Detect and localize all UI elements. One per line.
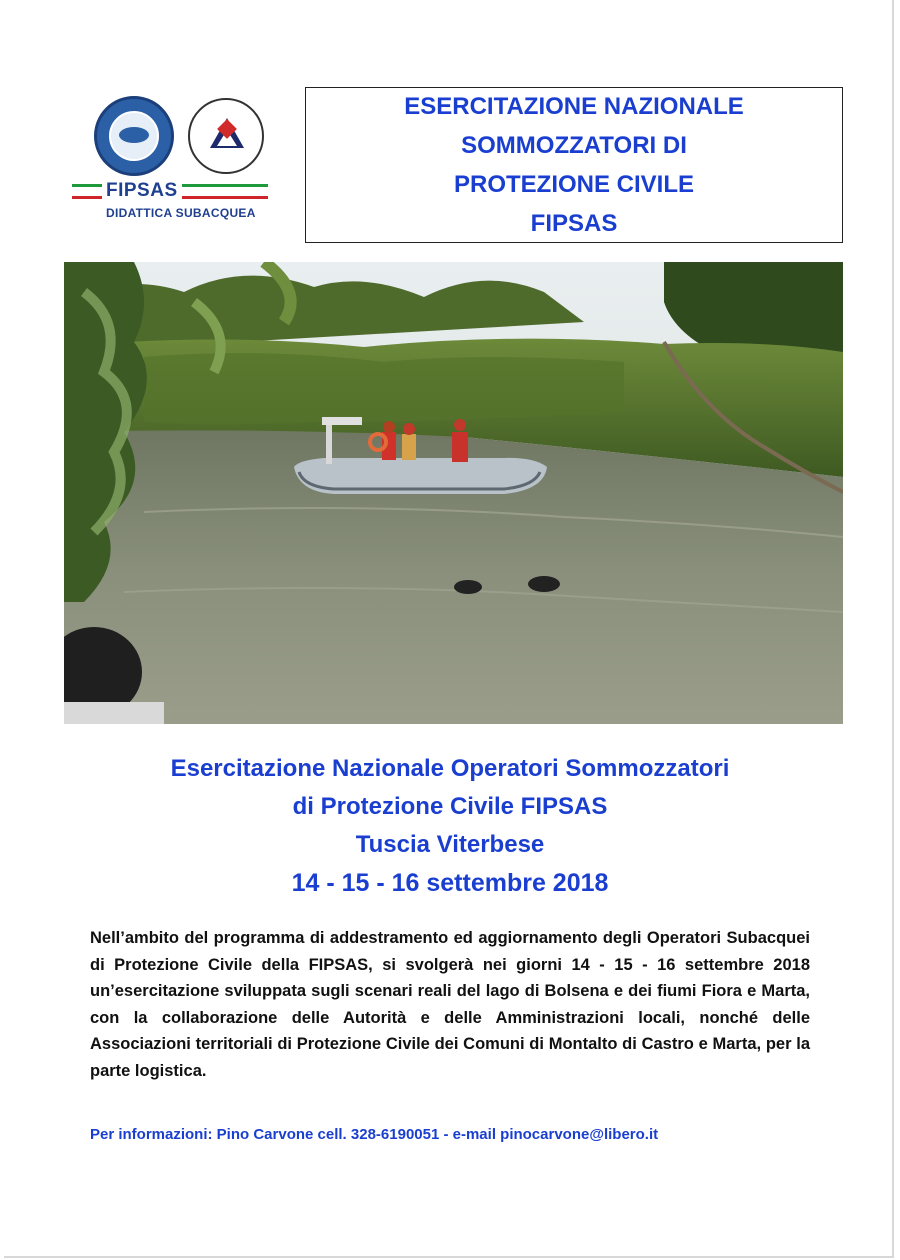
contact-info: Per informazioni: Pino Carvone cell. 328-6190051 - e-mail pinocarvone@libero.it [90, 1126, 659, 1143]
fipsas-tagline: DIDATTICA SUBACQUEA [106, 206, 256, 220]
event-subtitle [60, 750, 840, 902]
protezione-civile-nazionale-seal-icon [188, 98, 264, 174]
title-line: SOMMOZZATORI DI [461, 132, 687, 159]
event-date: 14 - 15 - 16 settembre 2018 [291, 869, 609, 897]
title-line: PROTEZIONE CIVILE [453, 171, 695, 198]
body-paragraph: Nell’ambito del programma di addestramento ed aggiornamento degli Operatori Subacquei di Protezione Civile della FIPSAS, si svolgerà nei giorni 14 - 15 - 16 settembre 2018 un’esercitazione sviluppata sugli scenari reali del lago di Bolsena e dei fiumi Fiora e Marta, con la collaborazione delle Autorità e delle Amministrazioni locali, nonché delle Associazioni territoriali di Protezione Civile dei Comuni di Montalto di Castro e Marta, per la parte logistica. [90, 929, 810, 1080]
title-line: FIPSAS [530, 210, 618, 237]
fipsas-wordmark: FIPSAS [102, 180, 182, 202]
fipsas-seal-icon [94, 96, 174, 176]
river-exercise-photo [64, 262, 843, 724]
subtitle-line-2: di Protezione Civile FIPSAS [292, 793, 608, 820]
title-box [305, 87, 843, 243]
subtitle-line-3: Tuscia Viterbese [355, 831, 545, 858]
subtitle-line-1: Esercitazione Nazionale Operatori Sommozzatori [170, 755, 730, 782]
title-line: ESERCITAZIONE NAZIONALE [404, 93, 744, 120]
logo-group [70, 92, 275, 232]
